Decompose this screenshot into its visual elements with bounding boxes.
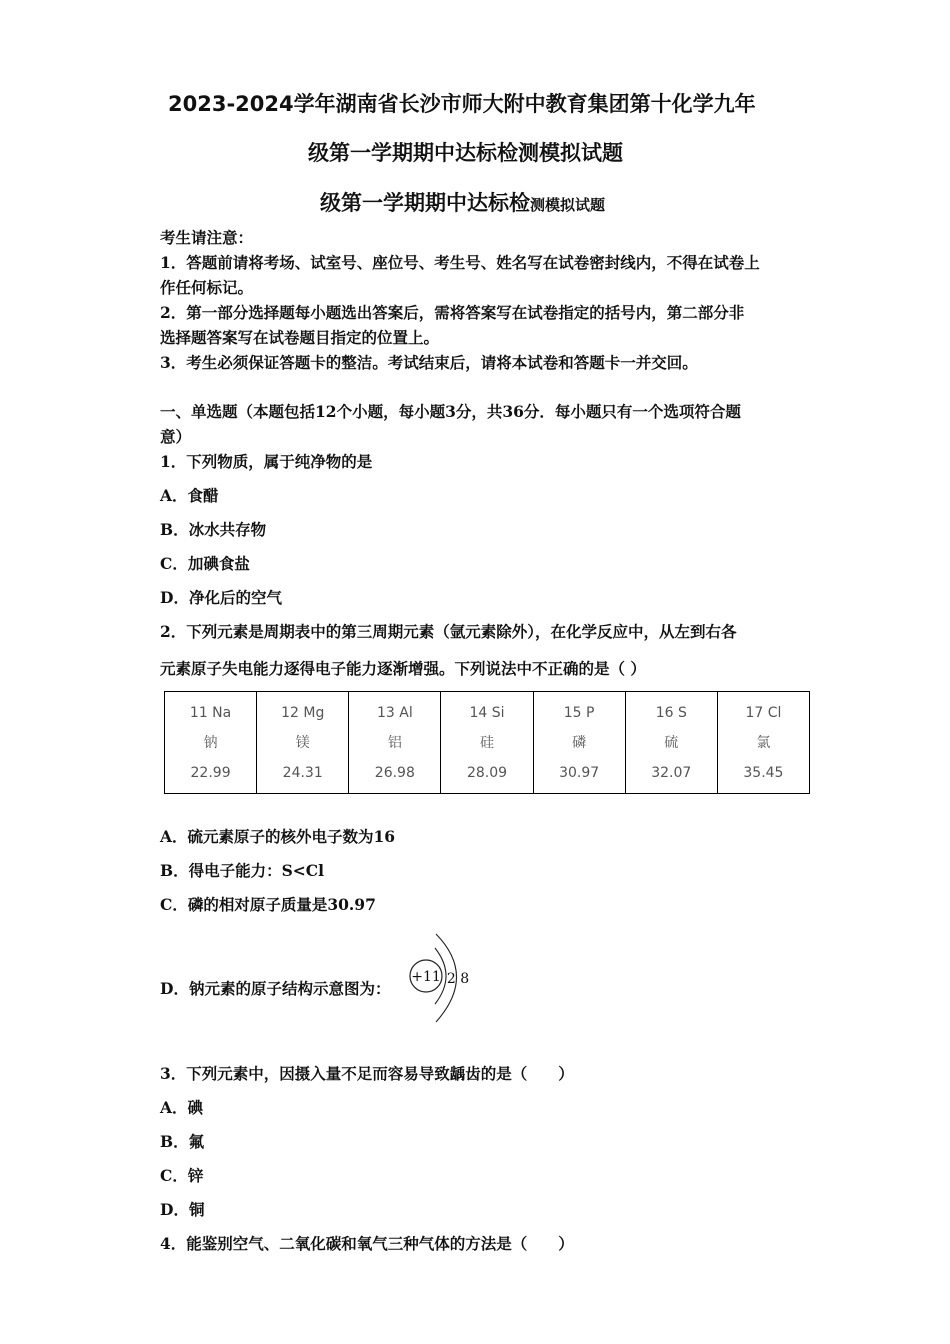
question-2-stem: 2．下列元素是周期表中的第三周期元素（氩元素除外），在化学反应中，从左到右各: [160, 622, 737, 641]
page-title-line1: 2023-2024学年湖南省长沙市师大附中教育集团第十化学九年: [168, 92, 756, 116]
sodium-atom-structure-diagram: [405, 930, 475, 1030]
nucleus-charge: +11: [411, 969, 441, 985]
element-symbol: 13 Al: [376, 704, 413, 721]
question-1-option-c[interactable]: C．加碘食盐: [160, 554, 250, 573]
question-3-option-c[interactable]: C．锌: [160, 1166, 204, 1185]
question-2-option-b[interactable]: B．得电子能力：S<Cl: [160, 861, 325, 880]
question-3-option-a[interactable]: A．碘: [160, 1098, 204, 1117]
element-symbol: 16 S: [655, 704, 687, 721]
element-mass: 30.97: [559, 764, 600, 781]
notice-line: 3．考生必须保证答题卡的整洁。考试结束后，请将本试卷和答题卡一并交回。: [160, 353, 698, 372]
element-name: 硫: [664, 734, 679, 751]
page-title-line3-main: 级第一学期期中达标检: [320, 191, 530, 215]
question-2-stem-cont: 元素原子失电能力逐得电子能力逐渐增强。下列说法中不正确的是（ ）: [160, 659, 646, 678]
question-3-option-d[interactable]: D．铜: [160, 1200, 205, 1219]
element-cell-p: [533, 692, 625, 794]
question-1-option-b[interactable]: B．冰水共存物: [160, 520, 267, 539]
element-name: 镁: [295, 734, 310, 751]
question-3-option-b[interactable]: B．氟: [160, 1132, 205, 1151]
element-cell-s: [625, 692, 717, 794]
page-title-line3: [320, 187, 605, 217]
element-cell-al: [349, 692, 441, 794]
question-2-option-c[interactable]: C．磷的相对原子质量是30.97: [160, 895, 376, 914]
page-title-line3-tail: 测模拟试题: [530, 196, 606, 214]
notice-line: 选择题答案写在试卷题目指定的位置上。: [160, 328, 440, 347]
element-name: 钠: [203, 734, 218, 751]
element-mass: 26.98: [374, 764, 415, 781]
element-name: 硅: [479, 734, 494, 751]
question-3-stem: 3．下列元素中，因摄入量不足而容易导致龋齿的是（ ）: [160, 1064, 574, 1083]
element-mass: 24.31: [282, 764, 323, 781]
page-title-line2: 级第一学期期中达标检测模拟试题: [308, 141, 623, 165]
element-mass: 22.99: [190, 764, 231, 781]
notice-line: 2．第一部分选择题每小题选出答案后，需将答案写在试卷指定的括号内，第二部分非: [160, 303, 745, 322]
element-symbol: 14 Si: [469, 704, 505, 721]
notice-line: 作任何标记。: [160, 278, 254, 297]
element-cell-mg: [257, 692, 349, 794]
section-heading-cont: 意）: [160, 427, 192, 446]
element-mass: 35.45: [743, 764, 784, 781]
element-name: 磷: [572, 734, 587, 751]
element-symbol: 11 Na: [189, 704, 232, 721]
element-symbol: 12 Mg: [281, 704, 325, 721]
notice-line: 1．答题前请将考场、试室号、座位号、考生号、姓名写在试卷密封线内，不得在试卷上: [160, 253, 760, 272]
question-1-option-d[interactable]: D．净化后的空气: [160, 588, 282, 607]
element-mass: 32.07: [651, 764, 692, 781]
element-cell-cl: [717, 692, 809, 794]
electron-counts: 2 8: [446, 971, 470, 987]
element-name: 氯: [756, 734, 771, 751]
element-symbol: 15 P: [563, 704, 595, 721]
question-1-option-a[interactable]: A．食醋: [160, 486, 219, 505]
element-cell-si: [441, 692, 533, 794]
section-heading: 一、单选题（本题包括12个小题，每小题3分，共36分．每小题只有一个选项符合题: [160, 402, 741, 421]
element-cell-na: [165, 692, 257, 794]
element-mass: 28.09: [466, 764, 508, 781]
question-2-option-d[interactable]: D．钠元素的原子结构示意图为：: [160, 979, 391, 998]
element-name: 铝: [387, 734, 402, 751]
question-1-stem: 1．下列物质，属于纯净物的是: [160, 452, 373, 471]
question-4-stem: 4．能鉴别空气、二氧化碳和氧气三种气体的方法是（ ）: [160, 1234, 574, 1253]
element-symbol: 17 Cl: [745, 704, 782, 721]
notice-heading: 考生请注意：: [160, 228, 254, 247]
question-2-option-a[interactable]: A．硫元素原子的核外电子数为16: [160, 827, 396, 846]
periodic-table-row: [164, 691, 810, 794]
